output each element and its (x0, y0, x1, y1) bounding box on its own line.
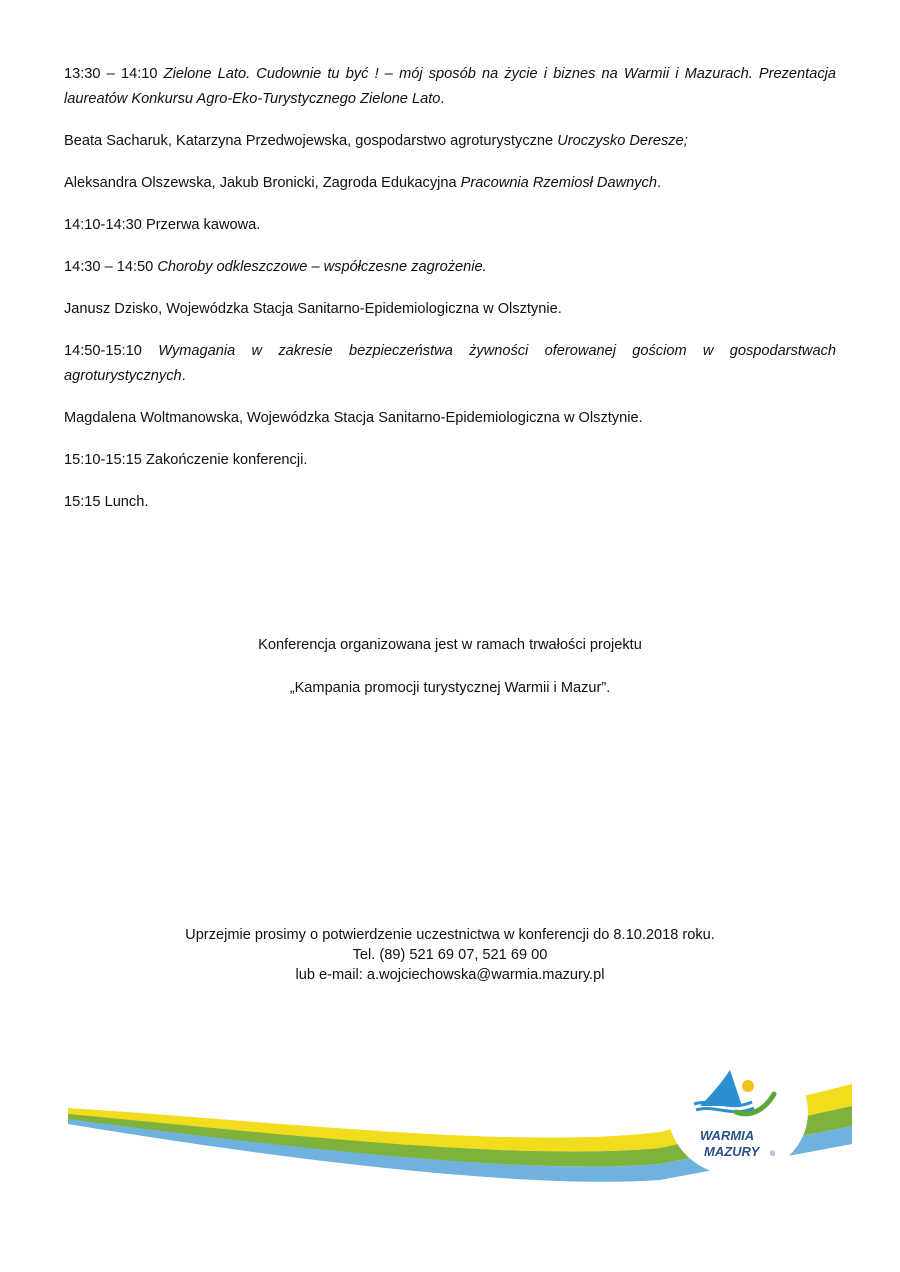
wave-stripes-decoration (0, 1050, 900, 1250)
organization-line: Konferencja organizowana jest w ramach trwałości projektu (258, 637, 642, 653)
registered-mark: ® (770, 1151, 776, 1158)
program-item: Aleksandra Olszewska, Jakub Bronicki, Zagroda Edukacyjna Pracownia Rzemiosł Dawnych. (64, 175, 661, 191)
program-item: 13:30 – 14:10 Zielone Lato. Cudownie tu być ! – mój sposób na życie i biznes na Warmii i Mazurach. Prezentacja laureatów Konkursu Agro-Eko-Turystycznego Zielone Lato. (64, 66, 836, 107)
phone-numbers: Tel. (89) 521 69 07, 521 69 00 (352, 947, 548, 963)
program-item: 14:10-14:30 Przerwa kawowa. (64, 217, 261, 233)
program-list (64, 62, 836, 532)
program-item: Janusz Dzisko, Wojewódzka Stacja Sanitarno-Epidemiologiczna w Olsztynie. (64, 301, 562, 317)
program-item: Beata Sacharuk, Katarzyna Przedwojewska, gospodarstwo agroturystyczne Uroczysko Deresze; (64, 133, 688, 149)
program-item: 14:30 – 14:50 Choroby odkleszczowe – współczesne zagrożenie. (64, 259, 487, 275)
program-item: 15:10-15:15 Zakończenie konferencji. (64, 452, 308, 468)
program-item: Magdalena Woltmanowska, Wojewódzka Stacja Sanitarno-Epidemiologiczna w Olsztynie. (64, 410, 643, 426)
footer-decoration (0, 1050, 900, 1250)
talk-title: Choroby odkleszczowe – współczesne zagrożenie. (157, 259, 487, 275)
logo-word-mazury: MAZURY (704, 1144, 760, 1159)
contact-info (0, 925, 900, 985)
rsvp-text: Uprzejmie prosimy o potwierdzenie uczestnictwa w konferencji do 8.10.2018 roku. (185, 927, 715, 943)
talk-title: Uroczysko Deresze; (557, 133, 688, 149)
talk-title: Pracownia Rzemiosł Dawnych (460, 175, 657, 191)
talk-title: Zielone Lato. Cudownie tu być ! – mój sposób na życie i biznes na Warmii i Mazurach. Prezentacja laureatów Konkursu Agro-Eko-Turystycznego Zielone Lato (64, 66, 836, 107)
program-item: 14:50-15:10 Wymagania w zakresie bezpieczeństwa żywności oferowanej gościom w gospodarstwach agroturystycznych. (64, 343, 836, 384)
program-item: 15:15 Lunch. (64, 494, 149, 510)
email-line[interactable]: lub e-mail: a.wojciechowska@warmia.mazury.pl (295, 967, 605, 983)
talk-title: Wymagania w zakresie bezpieczeństwa żywności oferowanej gościom w gospodarstwach agroturystycznych (64, 343, 836, 384)
project-name: „Kampania promocji turystycznej Warmii i Mazur”. (289, 680, 611, 696)
logo-word-warmia: WARMIA (700, 1128, 755, 1143)
organization-note (0, 633, 900, 719)
